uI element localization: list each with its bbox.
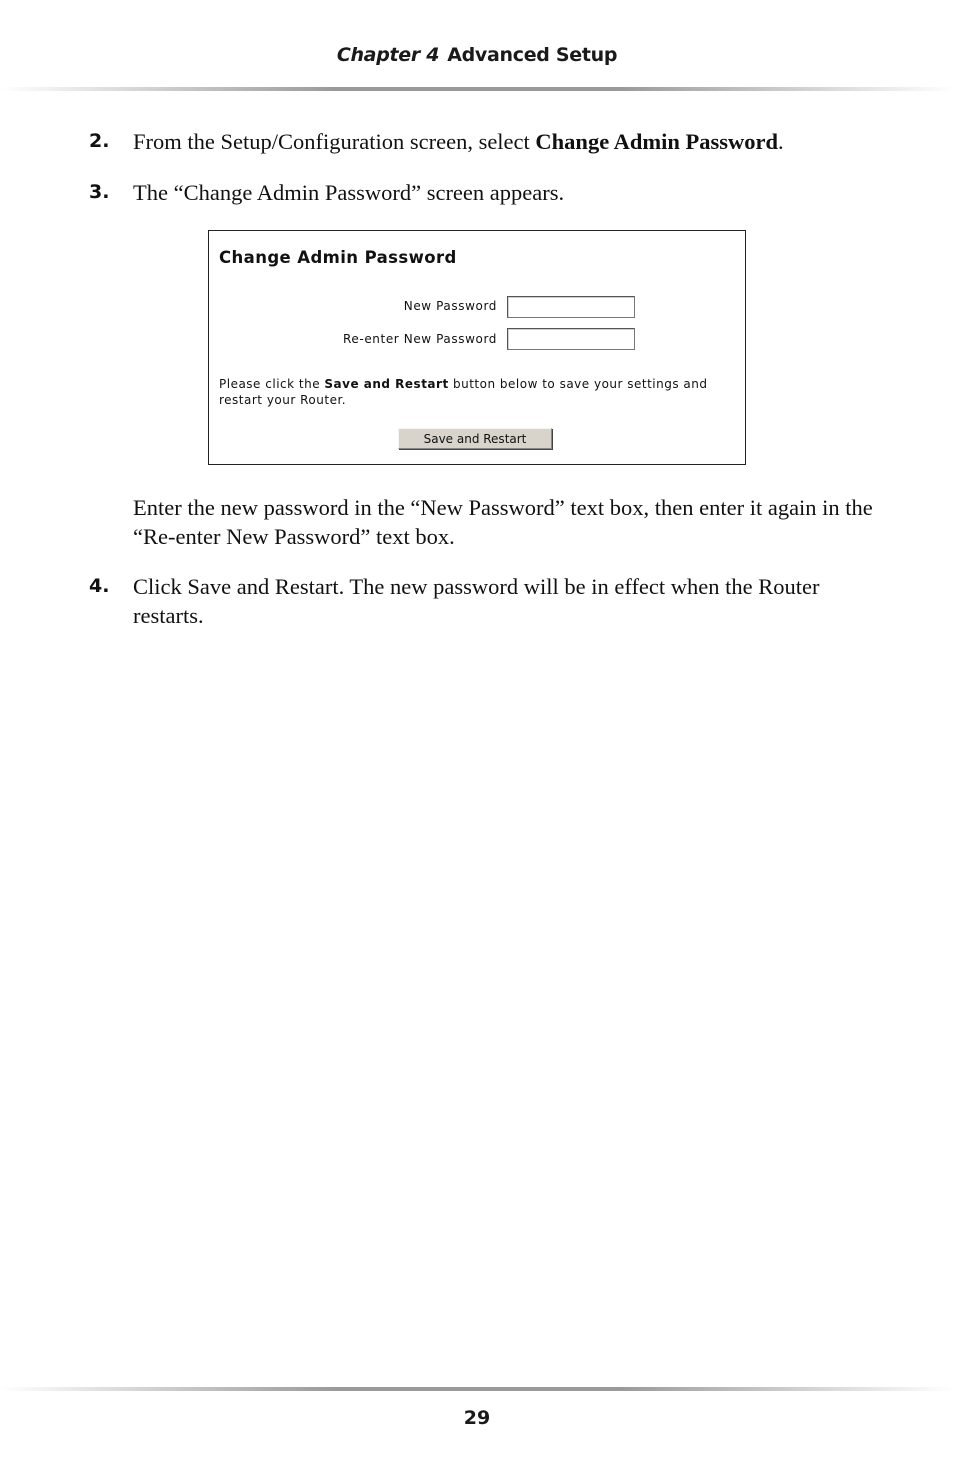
page-header bbox=[0, 44, 954, 66]
step-3 bbox=[89, 178, 879, 207]
reenter-password-label: Re-enter New Password bbox=[343, 332, 497, 346]
step-text: From the Setup/Configuration screen, select Change Admin Password. bbox=[133, 129, 784, 154]
instruction-paragraph: Enter the new password in the “New Password” text box, then enter it again in the “Re-enter New Password” text box. bbox=[133, 495, 873, 549]
step-number: 3. bbox=[89, 181, 110, 203]
chapter-title: Advanced Setup bbox=[447, 44, 618, 66]
reenter-password-input[interactable] bbox=[507, 328, 635, 350]
new-password-input[interactable] bbox=[507, 296, 635, 318]
step-text: The “Change Admin Password” screen appears. bbox=[133, 180, 565, 205]
step-text: Click Save and Restart. The new password will be in effect when the Router restarts. bbox=[133, 574, 820, 628]
menu-item-reference: Change Admin Password bbox=[535, 129, 778, 154]
change-admin-password-screenshot bbox=[208, 230, 746, 465]
step-number: 4. bbox=[89, 575, 110, 597]
step-number: 2. bbox=[89, 130, 110, 152]
page-number: 29 bbox=[463, 1407, 491, 1429]
footer-divider bbox=[0, 1387, 954, 1391]
save-instructions: Please click the Save and Restart button below to save your settings and restart your Router. bbox=[219, 377, 708, 407]
chapter-number: Chapter 4 bbox=[336, 44, 440, 66]
screen-title: Change Admin Password bbox=[219, 248, 457, 267]
step-4 bbox=[89, 572, 879, 630]
step-2 bbox=[89, 127, 879, 156]
header-divider bbox=[0, 87, 954, 91]
save-and-restart-button[interactable]: Save and Restart bbox=[398, 428, 552, 449]
new-password-label: New Password bbox=[403, 299, 497, 313]
